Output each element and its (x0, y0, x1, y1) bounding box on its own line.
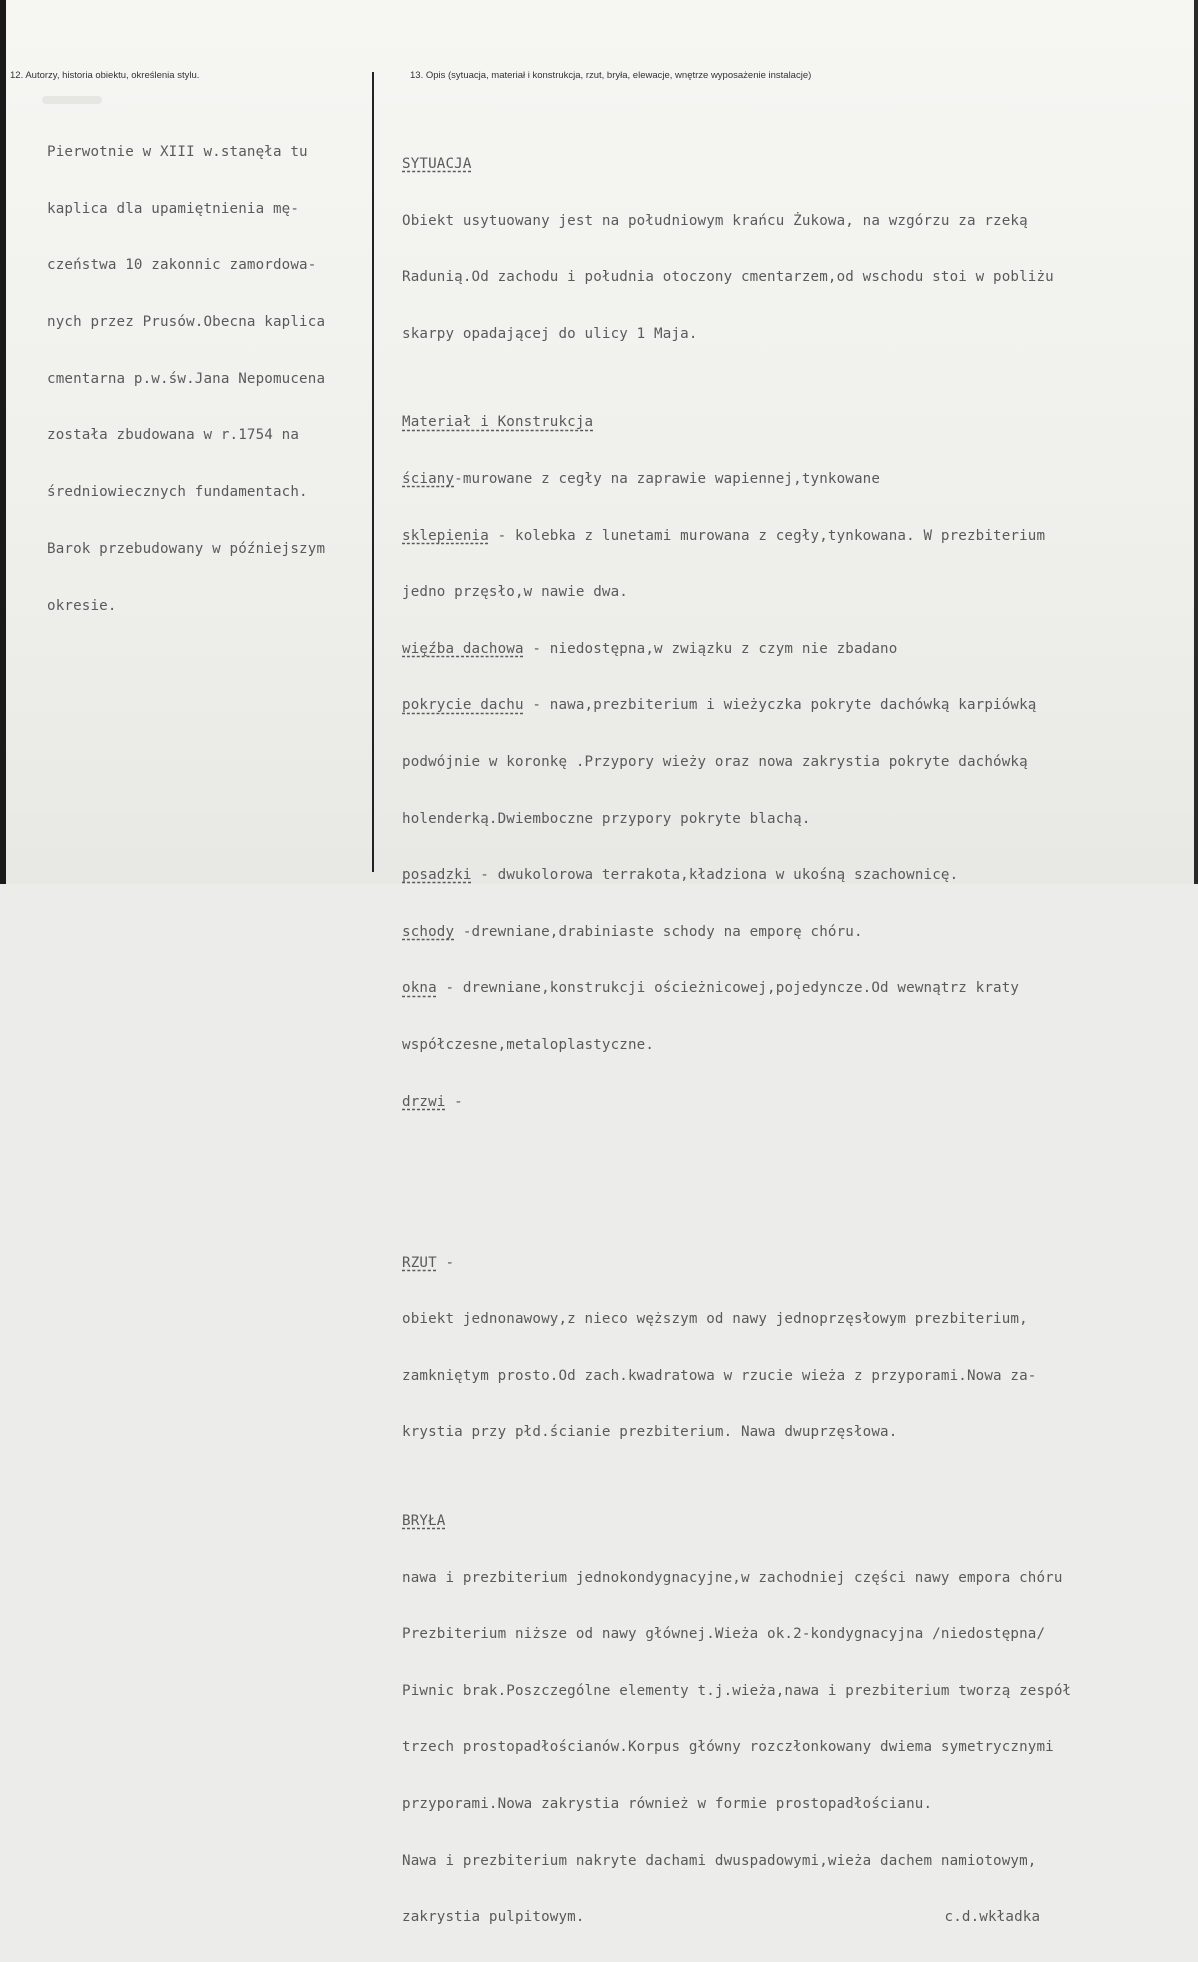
posadzki-text: - dwukolorowa terrakota,kładziona w ukośną szachownicę. (471, 867, 959, 884)
history-line: Pierwotnie w XIII w.stanęła tu (47, 144, 308, 160)
sciany-label: ściany (402, 470, 455, 487)
history-line: okresie. (47, 597, 117, 614)
bryla-heading: BRYŁA (402, 1513, 446, 1530)
history-line: cmentarna p.w.św.Jana Nepomucena (47, 370, 326, 387)
description-section (402, 104, 1192, 1962)
form-field-12-header: 12. Autorzy, historia obiektu, określenia stylu. (10, 70, 200, 81)
rzut-heading-line (402, 1251, 1192, 1276)
column-divider (372, 72, 374, 872)
sciany-line (402, 467, 1192, 492)
schody-line (402, 920, 1192, 945)
history-line: czeństwa 10 zakonnic zamordowa- (47, 257, 317, 274)
wiezba-text: - niedostępna,w związku z czym nie zbadano (523, 640, 898, 657)
bryla-line: trzech prostopadłościanów.Korpus główny rozczłonkowany dwiema symetrycznymi (402, 1739, 1054, 1756)
sklepienia-cont: jedno przęsło,w nawie dwa. (402, 584, 628, 601)
rzut-line: obiekt jednonawowy,z nieco węższym od nawy jednoprzęsłowym prezbiterium, (402, 1311, 1028, 1328)
drzwi-line (402, 1090, 1192, 1115)
sytuacja-line: Obiekt usytuowany jest na południowym krańcu Żukowa, na wzgórzu za rzeką (402, 212, 1028, 229)
material-heading: Materiał i Konstrukcja (402, 414, 594, 431)
history-line: średniowiecznych fundamentach. (47, 484, 308, 501)
bryla-line: Prezbiterium niższe od nawy głównej.Wieża ok.2-kondygnacyjna /niedostępna/ (402, 1626, 1046, 1643)
history-line: kaplica dla upamiętnienia mę- (47, 200, 300, 217)
continuation-note: c.d.wkładka (944, 1909, 1041, 1926)
pokrycie-cont: holenderką.Dwiemboczne przypory pokryte blachą. (402, 810, 811, 827)
sytuacja-heading: SYTUACJA (402, 156, 472, 172)
history-line: Barok przebudowany w późniejszym (47, 540, 326, 557)
schody-text: -drewniane,drabiniaste schody na emporę chóru. (454, 923, 863, 940)
okna-label: okna (402, 980, 437, 997)
sklepienia-text: - kolebka z lunetami murowana z cegły,tynkowana. W prezbiterium (488, 527, 1046, 544)
bryla-last-line (402, 1905, 1192, 1930)
form-field-13-header: 13. Opis (sytuacja, materiał i konstrukcja, rzut, bryła, elewacje, wnętrze wyposażenie instalacje) (410, 70, 812, 81)
rzut-heading: RZUT (402, 1254, 437, 1271)
rzut-suffix: - (436, 1254, 455, 1271)
okna-cont: współczesne,metaloplastyczne. (402, 1036, 655, 1053)
schody-label: schody (402, 923, 455, 940)
rzut-line: krystia przy płd.ścianie prezbiterium. Nawa dwuprzęsłowa. (402, 1424, 898, 1441)
material-heading-line (402, 410, 1192, 435)
sytuacja-line: skarpy opadającej do ulicy 1 Maja. (402, 325, 698, 342)
sciany-text: -murowane z cegły na zaprawie wapiennej,tynkowane (454, 470, 881, 487)
pokrycie-cont: podwójnie w koronkę .Przypory wieży oraz nowa zakrystia pokryte dachówką (402, 753, 1028, 770)
okna-text: - drewniane,konstrukcji ościeżnicowej,pojedyncze.Od wewnątrz kraty (436, 980, 1020, 997)
wiezba-line (402, 637, 1192, 662)
history-line: nych przez Prusów.Obecna kaplica (47, 314, 326, 331)
pokrycie-line (402, 693, 1192, 718)
wiezba-label: więźba dachowa (402, 640, 524, 657)
bryla-line: przyporami.Nowa zakrystia również w formie prostopadłościanu. (402, 1796, 933, 1813)
bryla-heading-line (402, 1509, 1192, 1534)
bryla-line: nawa i prezbiterium jednokondygnacyjne,w zachodniej części nawy empora chóru (402, 1569, 1063, 1586)
drzwi-text: - (445, 1093, 463, 1110)
scan-edge-left (0, 0, 6, 884)
okna-line (402, 976, 1192, 1001)
sytuacja-heading-line (402, 152, 1192, 177)
history-section (47, 108, 369, 650)
rzut-line: zamkniętym prosto.Od zach.kwadratowa w rzucie wieża z przyporami.Nowa za- (402, 1367, 1037, 1384)
pokrycie-label: pokrycie dachu (402, 697, 524, 714)
pokrycie-text: - nawa,prezbiterium i wieżyczka pokryte dachówką karpiówką (523, 697, 1037, 714)
bryla-line: Nawa i prezbiterium nakryte dachami dwuspadowymi,wieża dachem namiotowym, (402, 1852, 1037, 1869)
sytuacja-line: Radunią.Od zachodu i południa otoczony cmentarzem,od wschodu stoi w pobliżu (402, 269, 1054, 286)
drzwi-label: drzwi (402, 1093, 446, 1110)
sklepienia-label: sklepienia (402, 527, 489, 544)
posadzki-line (402, 863, 1192, 888)
posadzki-label: posadzki (402, 867, 472, 884)
faint-smudge (42, 96, 102, 104)
spacer (402, 1162, 1192, 1187)
sklepienia-line (402, 524, 1192, 549)
bryla-last-text: zakrystia pulpitowym. (402, 1909, 585, 1926)
history-line: została zbudowana w r.1754 na (47, 427, 300, 444)
bryla-line: Piwnic brak.Poszczególne elementy t.j.wieża,nawa i prezbiterium tworzą zespół (402, 1682, 1072, 1699)
scan-edge-right (1194, 0, 1198, 884)
